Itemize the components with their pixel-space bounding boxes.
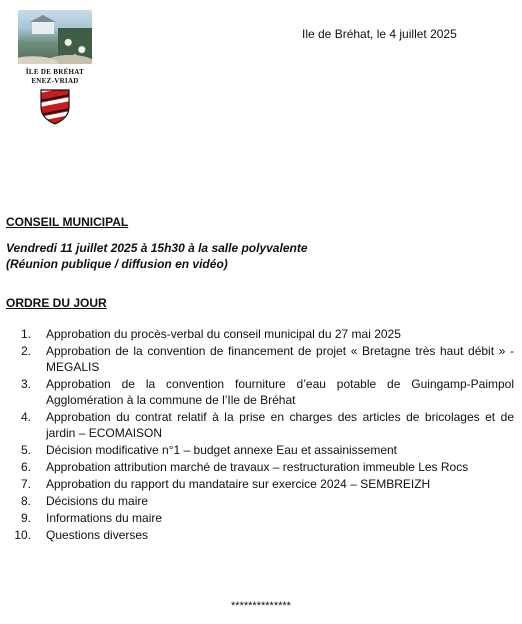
agenda-item-number: 9. bbox=[20, 511, 31, 525]
agenda-item-text: Questions diverses bbox=[46, 528, 149, 542]
agenda-item-number: 2. bbox=[20, 344, 31, 358]
logo-line-1: ÎLE DE BRÉHAT bbox=[25, 68, 85, 76]
agenda-item-number: 1. bbox=[20, 327, 31, 341]
footer-separator: ************** bbox=[231, 600, 291, 612]
agenda-list bbox=[0, 326, 522, 544]
agenda-item bbox=[0, 493, 522, 509]
agenda-item bbox=[0, 343, 522, 375]
agenda-item-number: 3. bbox=[20, 377, 31, 391]
commune-logo bbox=[18, 10, 92, 125]
shield-icon bbox=[40, 89, 70, 125]
agenda-item-text: Approbation attribution marché de travaux – restructuration immeuble Les Rocs bbox=[46, 460, 469, 474]
agenda-item-text: Approbation du rapport du mandataire sur exercice 2024 – SEMBREIZH bbox=[46, 477, 431, 491]
agenda-item bbox=[0, 459, 522, 475]
agenda-item-number: 5. bbox=[20, 443, 31, 457]
agenda-item bbox=[0, 476, 522, 492]
agenda-item bbox=[0, 376, 522, 408]
logo-text bbox=[18, 68, 92, 86]
agenda-item-text: Informations du maire bbox=[46, 511, 163, 525]
agenda-item-number: 7. bbox=[20, 477, 31, 491]
agenda-item bbox=[0, 409, 522, 441]
agenda-item-text: Approbation de la convention de financement de projet « Bretagne très haut débit » - MEGALIS bbox=[46, 344, 514, 374]
agenda-item-number: 4. bbox=[20, 410, 31, 424]
agenda-item-number: 10. bbox=[14, 528, 31, 542]
ordre-title: ORDRE DU JOUR bbox=[6, 296, 107, 310]
agenda-item bbox=[0, 442, 522, 458]
agenda-item bbox=[0, 510, 522, 526]
agenda-item-text: Décisions du maire bbox=[46, 494, 149, 508]
agenda-item-number: 6. bbox=[20, 460, 31, 474]
meeting-info bbox=[6, 240, 308, 272]
logo-line-2: ENEZ-VRIAD bbox=[31, 77, 79, 85]
date-line: Ile de Bréhat, le 4 juillet 2025 bbox=[302, 27, 457, 41]
meeting-note-line: (Réunion publique / diffusion en vidéo) bbox=[6, 257, 228, 271]
logo-house bbox=[32, 22, 54, 34]
agenda-item-text: Approbation de la convention fourniture d’eau potable de Guingamp-Paimpol Agglomération à la commune de l’Ile de Bréhat bbox=[46, 377, 514, 407]
logo-photo bbox=[18, 10, 92, 64]
agenda-item-text: Approbation du procès-verbal du conseil municipal du 27 mai 2025 bbox=[46, 327, 401, 341]
agenda-item-text: Décision modificative n°1 – budget annexe Eau et assainissement bbox=[46, 443, 398, 457]
meeting-date-line: Vendredi 11 juillet 2025 à 15h30 à la salle polyvalente bbox=[6, 241, 308, 255]
agenda-item-text: Approbation du contrat relatif à la prise en charges des articles de bricolages et de jardin – ECOMAISON bbox=[46, 410, 514, 440]
conseil-title: CONSEIL MUNICIPAL bbox=[6, 215, 129, 229]
agenda-item-number: 8. bbox=[20, 494, 31, 508]
agenda-item bbox=[0, 527, 522, 543]
agenda-item bbox=[0, 326, 522, 342]
logo-rocks bbox=[18, 46, 92, 64]
